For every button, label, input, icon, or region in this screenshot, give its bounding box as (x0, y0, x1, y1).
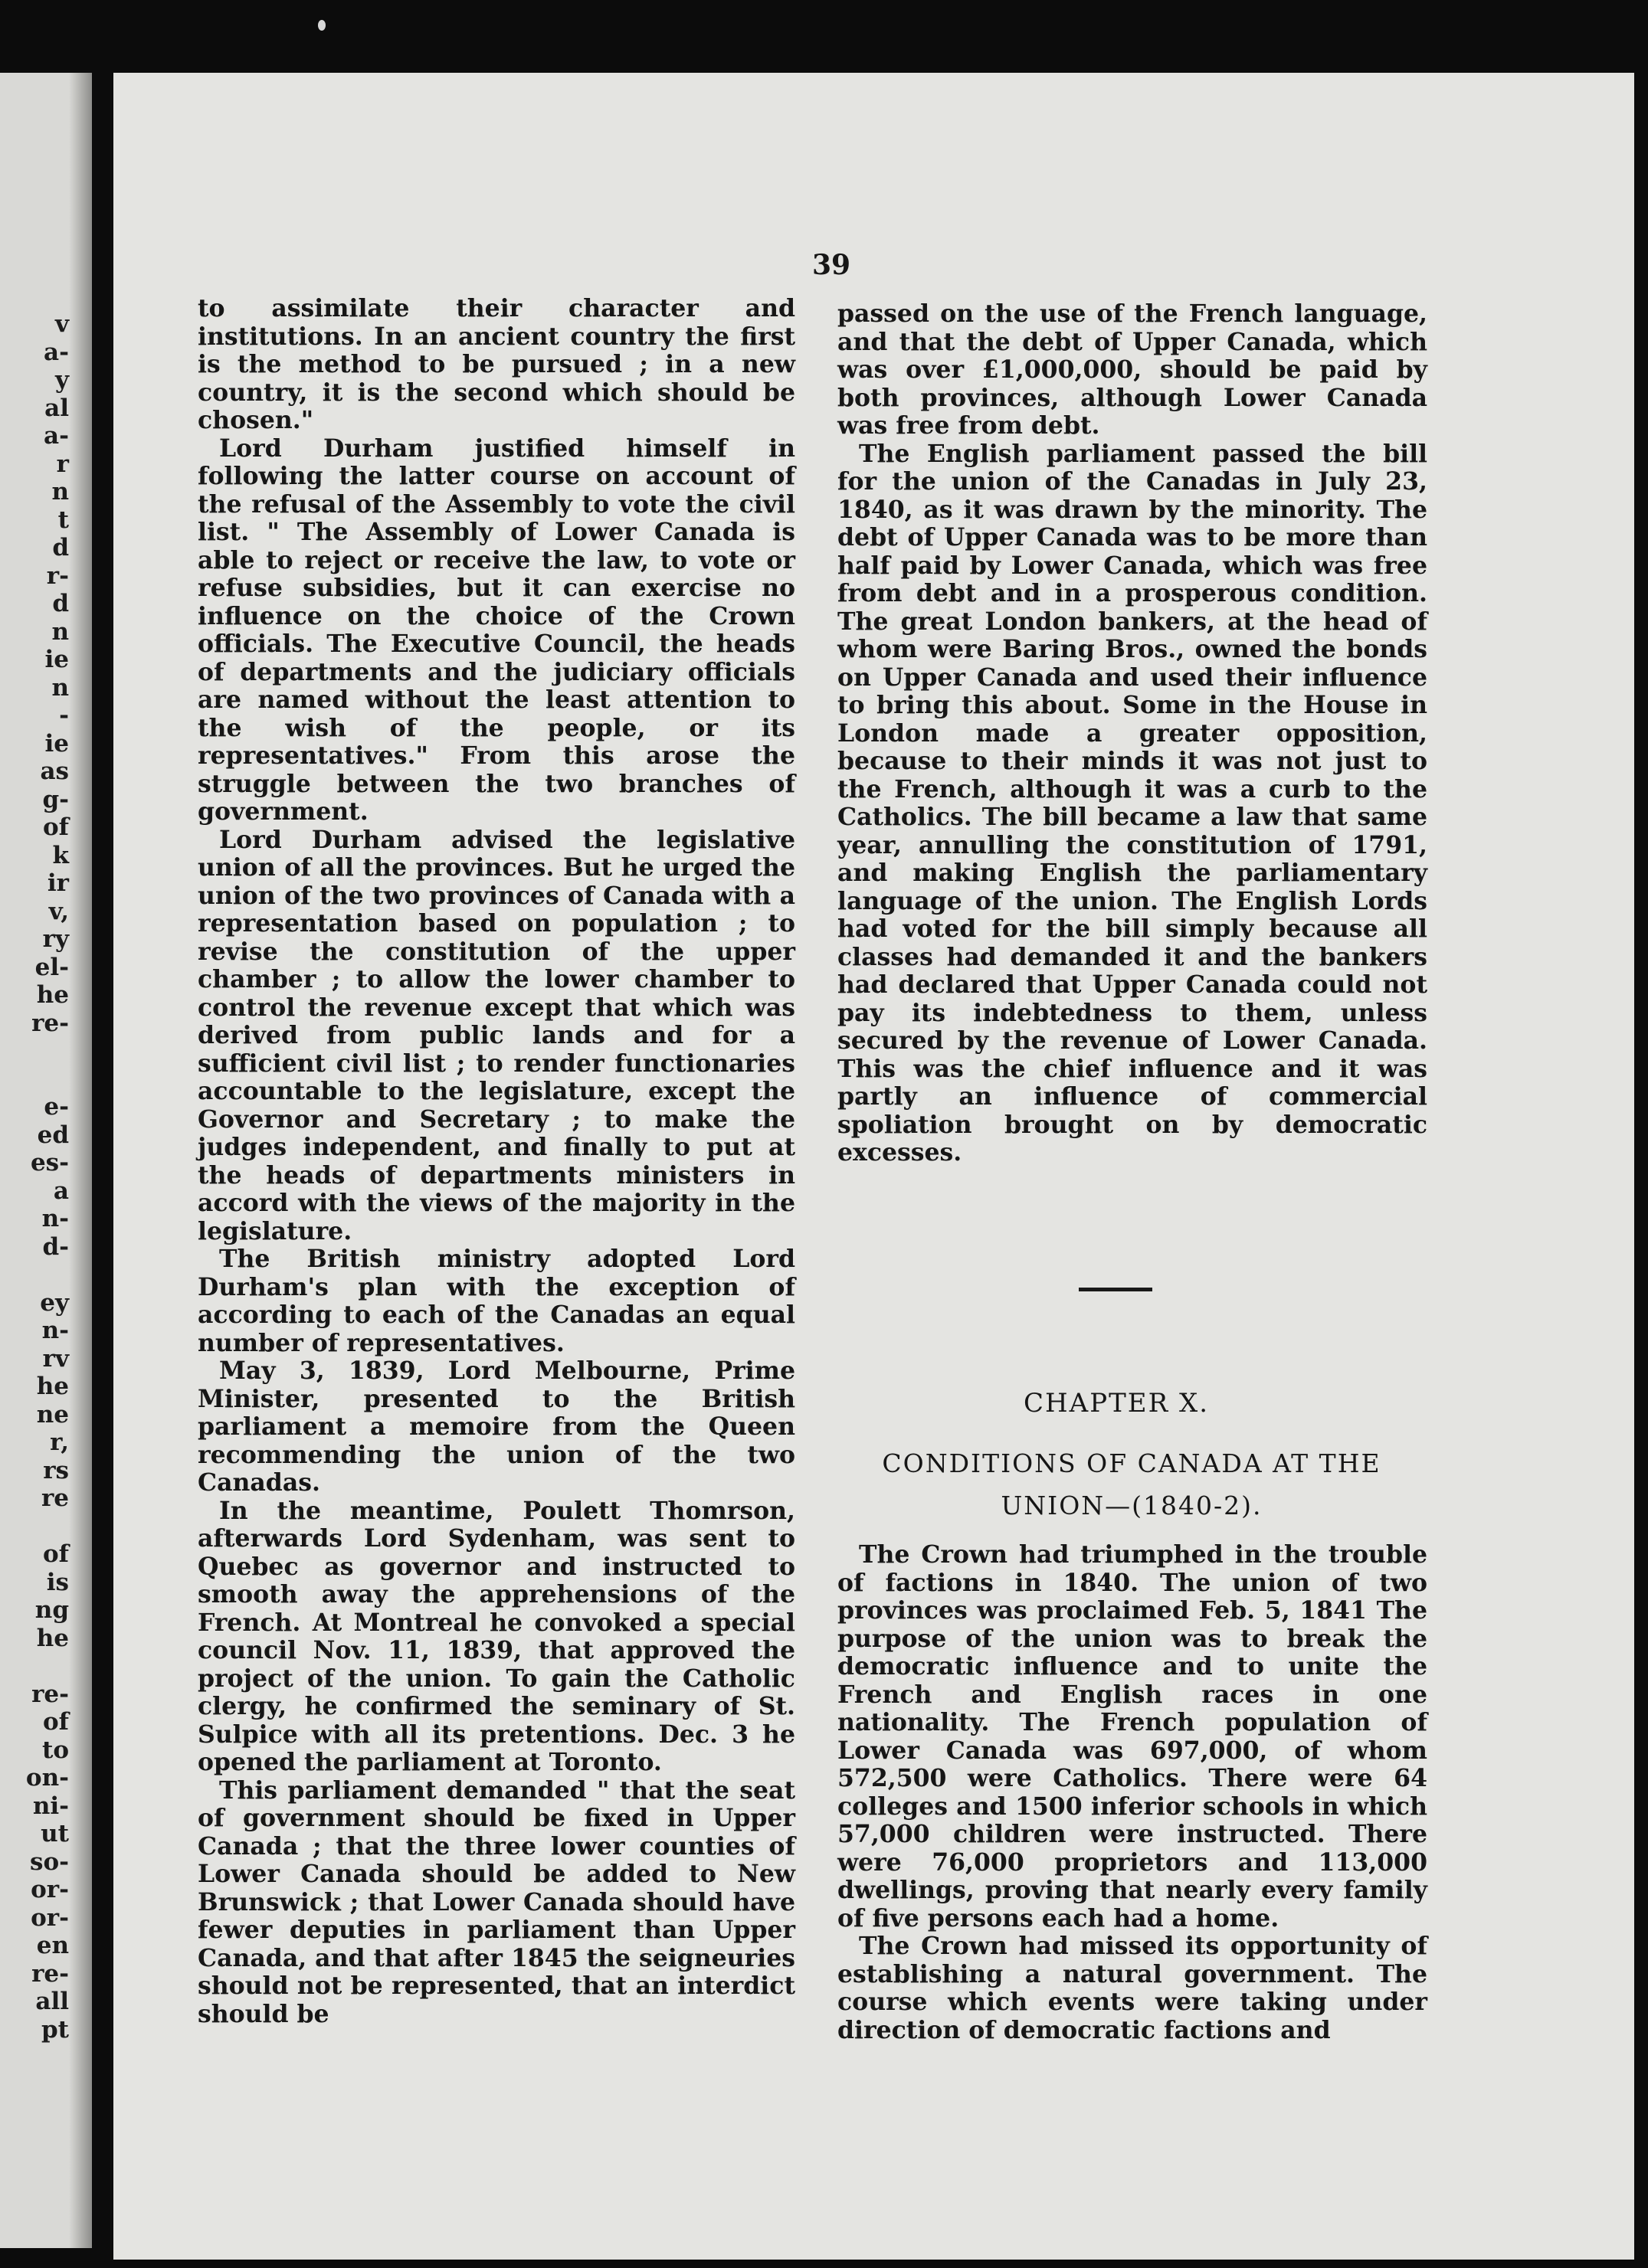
previous-page-fragment: re- (31, 1959, 69, 1988)
previous-page-fragment: v (54, 310, 69, 338)
previous-page-fragment: g- (42, 785, 69, 813)
paragraph: The Crown had missed its opportunity of establishing a natural government. The course which events were taking under direction of democratic factions and (837, 1932, 1427, 2044)
right-column-bottom (837, 1541, 1427, 2044)
previous-page-fragment: a- (44, 422, 69, 450)
previous-page-fragment: ie (44, 646, 69, 673)
previous-page-fragment: al (44, 394, 69, 422)
previous-page-fragment: k (52, 841, 69, 869)
previous-page-fragment (0, 1652, 69, 1681)
previous-page-fragment: en (36, 1932, 69, 1959)
previous-page-fragment: r- (46, 561, 69, 590)
previous-page-fragment: he (36, 1373, 69, 1400)
previous-page-fragment: he (36, 1624, 69, 1652)
previous-page-fragment: ut (41, 1820, 69, 1847)
paragraph: The Crown had triumphed in the trouble of factions in 1840. The union of two provinces was proclaimed Feb. 5, 1841 The purpose of the union was to break the democratic influence and to unite the French and English races in one nationality. The French population of Lower Canada was 697,000, of whom 572,500 were Catholics. There were 64 colleges and 1500 inferior schools in which 57,000 children were instructed. There were 76,000 proprietors and 113,000 dwellings, proving that nearly every family of five persons each had a home. (837, 1540, 1427, 1933)
paragraph: Lord Durham justified himself in following the latter course on account of the refusal of the Assembly to vote the civil list. " The Assembly of Lower Canada is able to reject or receive the law, to vote or refuse subsidies, but it can exercise no influence on the choice of the Crown officials. The Executive Council, the heads of departments and the judiciary officials are named without the least attention to the wish of the people, or its representatives." From this arose the struggle between the two branches of government. (198, 434, 795, 826)
previous-page-fragment: r (56, 450, 69, 478)
previous-page-fragment: of (42, 1540, 69, 1568)
previous-page-fragment: a (53, 1177, 69, 1205)
scan-speck (318, 20, 326, 31)
section-divider (1079, 1288, 1152, 1291)
previous-page-fragment: as (40, 758, 69, 785)
previous-page-fragment: of (42, 1708, 69, 1736)
previous-page-fragment: re- (31, 1009, 69, 1037)
previous-page-fragment: ie (44, 729, 69, 758)
previous-page-fragment: so- (30, 1847, 69, 1876)
left-column (198, 295, 795, 2028)
previous-page-fragment: el- (34, 953, 69, 981)
previous-page-fragment: t (57, 506, 69, 534)
previous-page-fragment: re (41, 1484, 69, 1512)
chapter-title-line-1: CONDITIONS OF CANADA AT THE (882, 1448, 1381, 1478)
previous-page-fragment: ni- (32, 1792, 69, 1820)
previous-page-fragment: ey (40, 1288, 69, 1317)
previous-page-fragment: pt (41, 2015, 69, 2044)
previous-page-fragment: n (51, 478, 69, 506)
previous-page-fragment: ng (34, 1596, 69, 1624)
previous-page-fragment: ir (47, 869, 69, 897)
chapter-title-line-2: UNION—(1840-2). (1001, 1491, 1263, 1520)
chapter-heading: CHAPTER X. (1024, 1388, 1210, 1419)
previous-page-fragment: - (59, 702, 69, 729)
previous-page-fragment: d (52, 590, 69, 617)
previous-page-fragment: d- (42, 1232, 69, 1261)
previous-page-fragment: all (35, 1988, 69, 2015)
previous-page-fragment: n- (41, 1317, 69, 1344)
previous-page-fragment: es- (30, 1149, 69, 1177)
previous-page-fragment: or- (31, 1876, 69, 1903)
previous-page-fragment: or- (31, 1903, 69, 1932)
paragraph: In the meantime, Poulett Thomrson, afterwards Lord Sydenham, was sent to Quebec as governor and instructed to smooth away the apprehensions of the French. At Montreal he convoked a special council Nov. 11, 1839, that approved the project of the union. To gain the Catholic clergy, he confirmed the seminary of St. Sulpice with all its pretentions. Dec. 3 he opened the parliament at Toronto. (198, 1496, 795, 1776)
chapter-title (829, 1442, 1434, 1527)
paragraph: This parliament demanded " that the seat of government should be fixed in Upper Canada ; that the three lower counties of Lower Canada should be added to New Brunswick ; that Lower Canada should have fewer deputies in parliament than Upper Canada, and that after 1845 the seigneuries should not be represented, that an interdict should be (198, 1775, 796, 2028)
paragraph: The English parliament passed the bill for the union of the Canadas in July 23, 1840, as it was drawn by the minority. The debt of Upper Canada was to be more than half paid by Lower Canada, which was free from debt and in a prosperous condition. The great London bankers, at the head of whom were Baring Bros., owned the bonds on Upper Canada and used their influence to bring this about. Some in the House in London made a greater opposition, because to their minds it was not just to the French, although it was a curb to the Catholics. The bill became a law that same year, annulling the constitution of 1791, and making English the parliamentary language of the union. The English Lords had voted for the bill simply because all classes had demanded it and the bankers had declared that Upper Canada could not pay its indebtedness to them, unless secured by the revenue of Lower Canada. This was the chief influence and it was partly an influence of commercial spoliation brought on by democratic excesses. (837, 439, 1427, 1167)
previous-page-fragment: rv (42, 1344, 69, 1373)
previous-page-fragment: re- (31, 1680, 69, 1708)
previous-page-fragment: he (36, 981, 69, 1009)
previous-page-fragment (0, 1513, 69, 1541)
paragraph: to assimilate their character and institutions. In an ancient country the first is the method to be pursued ; in a new country, it is the second which should be chosen." (198, 294, 795, 434)
previous-page-text-fragments (0, 310, 69, 2044)
paragraph: May 3, 1839, Lord Melbourne, Prime Minister, presented to the British parliament a memoire from the Queen recommending the union of the two Canadas. (198, 1357, 795, 1497)
previous-page-fragment: ed (37, 1121, 69, 1149)
right-column-top (837, 300, 1427, 1167)
page-gutter (69, 73, 92, 2248)
previous-page-fragment: rs (43, 1456, 69, 1484)
paragraph: Lord Durham advised the legislative union of all the provinces. But he urged the union of the two provinces of Canada with a representation based on population ; to revise the constitution of the upper chamber ; to allow the lower chamber to control the revenue except that which was derived from public lands and for a sufficient civil list ; to render functionaries accountable to the legislature, except the Governor and Secretary ; to make the judges independent, and finally to put at the heads of departments ministers in accord with the views of the majority in the legislature. (198, 825, 795, 1245)
previous-page-fragment: y (54, 366, 69, 394)
previous-page-fragment: of (42, 813, 69, 841)
previous-page-fragment: ry (42, 925, 69, 953)
previous-page-fragment: a- (44, 338, 69, 366)
previous-page-fragment: is (46, 1568, 69, 1596)
previous-page-fragment: to (42, 1736, 69, 1764)
previous-page-edge (0, 73, 92, 2248)
previous-page-fragment (0, 1065, 69, 1094)
page-number: 39 (812, 249, 851, 281)
previous-page-fragment: n (51, 673, 69, 702)
previous-page-fragment (0, 1037, 69, 1065)
previous-page-fragment: n (51, 617, 69, 646)
paragraph: passed on the use of the French language, and that the debt of Upper Canada, which was over £1,000,000, should be paid by both provinces, although Lower Canada was free from debt. (837, 299, 1427, 440)
previous-page-fragment (0, 1261, 69, 1289)
previous-page-fragment: e- (44, 1093, 69, 1121)
previous-page-fragment: d (52, 534, 69, 561)
previous-page-fragment: n- (41, 1205, 69, 1232)
previous-page-fragment: on- (25, 1764, 69, 1792)
paragraph: The British ministry adopted Lord Durham's plan with the exception of according to each of the Canadas an equal number of representatives. (198, 1245, 795, 1357)
previous-page-fragment: ne (36, 1400, 69, 1429)
previous-page-fragment: r, (50, 1429, 69, 1456)
previous-page-fragment: v, (48, 897, 69, 925)
